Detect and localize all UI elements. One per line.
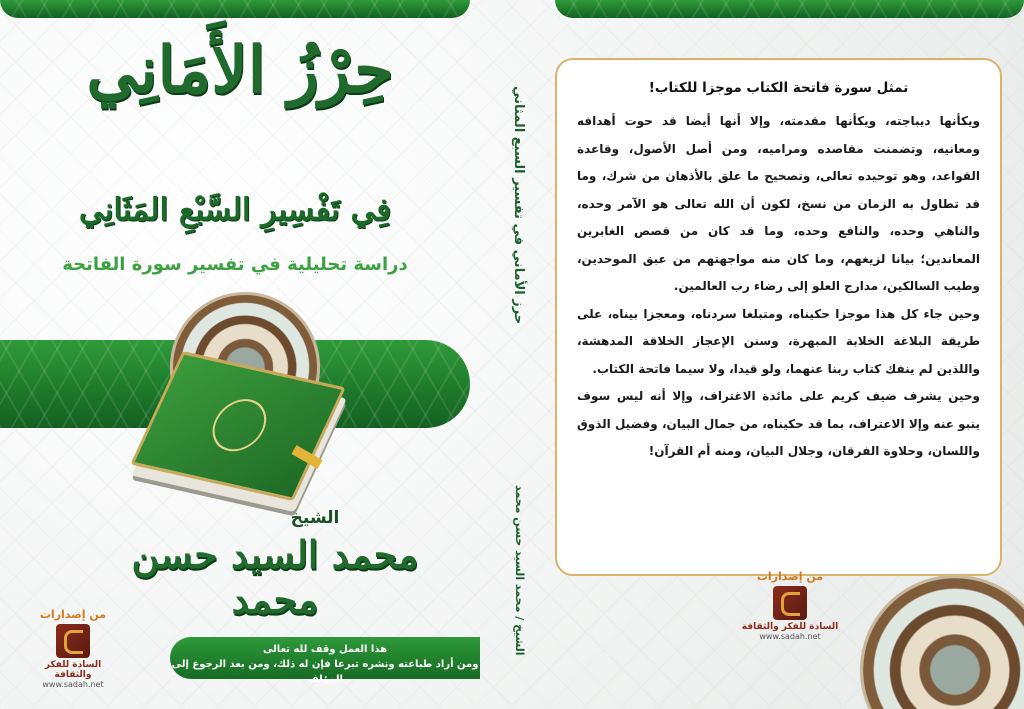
book-title: حِرْزُ الأَمَانِي xyxy=(86,33,394,108)
spine-title: حرز الأماني في تفسير السبع المثاني xyxy=(511,85,526,325)
publisher-label: من إصدارات xyxy=(39,608,107,621)
back-paragraph: وحين يشرف ضيف كريم على مائدة الاغتراف، وإلا أنه ليس سوف ينبو عنه وإلا الاعتراف، بما قد حكيناه، من جمال البيان، وفضيل الذوق واللسان، وحلاوة الفرقان، وجلال البيان، ومنه أم القرآن! xyxy=(577,389,980,458)
waqf-line-2: ومن أراد طباعته ونشره تبرعا فإن له ذلك، ومن بعد الرجوع إلى المؤلف xyxy=(171,659,479,685)
publisher-name: السادة للفكر والثقافة xyxy=(741,622,839,632)
publisher-logo-icon xyxy=(56,624,90,658)
publisher-label: من إصدارات xyxy=(756,570,824,583)
publisher-block-back xyxy=(740,570,840,641)
book-medallion-icon xyxy=(204,394,276,456)
publisher-name: السادة للفكر والثقافة xyxy=(44,660,102,680)
top-green-band-front xyxy=(0,0,470,18)
book-subtitle: فِي تَفْسِيرِ السَّبْعِ المَثَانِي xyxy=(78,192,392,228)
back-cover-text-panel xyxy=(555,58,1002,576)
top-green-band-back xyxy=(555,0,1024,18)
publisher-url: www.sadah.net xyxy=(759,632,821,641)
spine-author: الشيخ / محمد السيد حسن محمد xyxy=(513,484,526,656)
waqf-notice xyxy=(170,637,480,685)
back-paragraph: ويكأنها ديباجته، ويكأنها مقدمته، وإلا أنها أيضا قد حوت أهدافه ومعانيه، وتضمنت مقاصده ومراميه، ومن أصل الأصول، وقاعدة القواعد، وهو توحيده تعالى، وتصحيح ما علق بالأذهان من شرك، وما قد تطاول به الزمان من نسخ، لكون أن الله تعالى هو الآمر وحده، والناهي وحده، والنافع وحده، وما قد كان من قصص الغابرين المعاندين؛ بيانا لزيغهم، وما كان منه مواجهتهم من عبق الموحدين، وطيب السالكين، مدارج العلو إلى رضاء رب العالمين. xyxy=(577,114,980,293)
back-paragraph: وحين جاء كل هذا موجزا حكيناه، ومتبلغا سردناه، ومعجزا بيناه، على طريقة البلاغة الخلابة المبهرة، وسنن الإعجاز الخلاقة المدهشة، واللذين لم ينفك كتاب ربنا عنهما، ولو قيدا، ولا سيما فاتحة الكتاب. xyxy=(577,306,980,376)
waqf-line-1: هذا العمل وقف لله تعالى xyxy=(262,644,388,655)
publisher-logo-icon xyxy=(773,586,807,620)
author-title: الشيخ xyxy=(290,508,340,528)
publisher-block-front xyxy=(28,608,118,689)
back-heading: تمثل سورة فاتحة الكتاب موجزا للكتاب! xyxy=(648,80,909,96)
publisher-url: www.sadah.net xyxy=(42,680,104,689)
author-name: محمد السيد حسن محمد xyxy=(131,532,419,622)
book-description: دراسة تحليلية في تفسير سورة الفاتحة xyxy=(62,254,408,275)
